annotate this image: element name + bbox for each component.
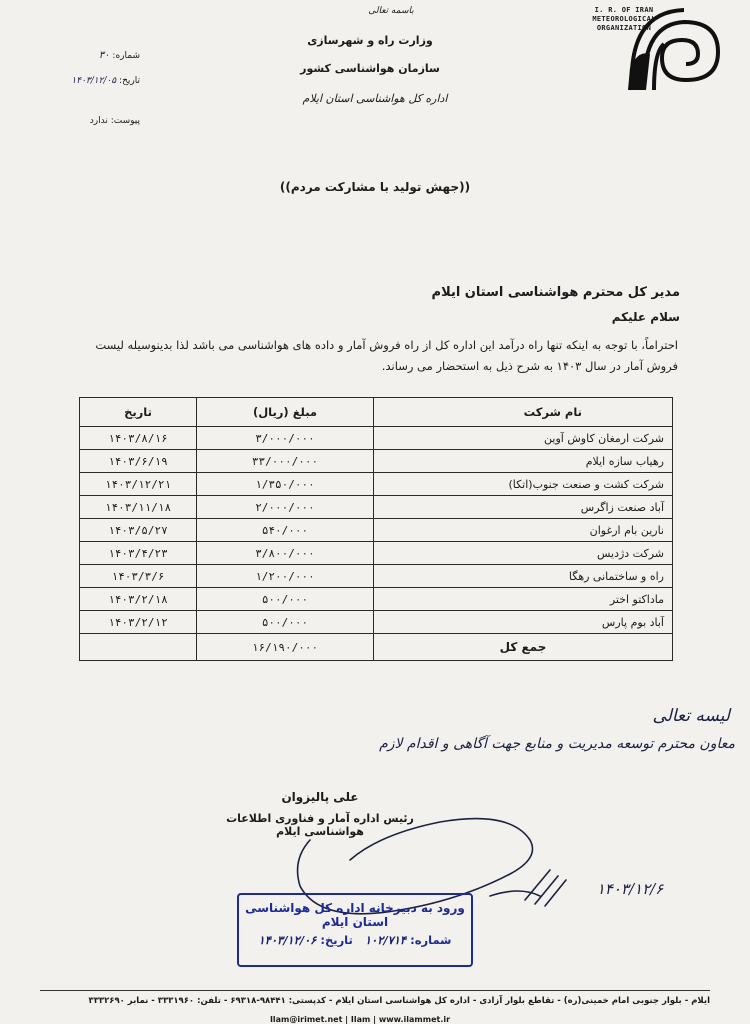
cell-date: ۱۴۰۳/۵/۲۷ <box>80 519 197 542</box>
cell-date: ۱۴۰۳/۱۲/۲۱ <box>80 473 197 496</box>
table-row <box>80 588 673 611</box>
letter-body-line-2: فروش آمار در سال ۱۴۰۳ به شرح ذیل به استحضار می رساند. <box>381 359 678 373</box>
total-date-empty <box>80 634 197 661</box>
cell-company: رهیاب سازه ایلام <box>374 450 673 473</box>
bismillah-text: باسمه تعالی <box>368 6 414 16</box>
table-row <box>80 473 673 496</box>
header-amount: مبلغ (ریال) <box>197 398 374 427</box>
slogan-text: ((جهش تولید با مشارکت مردم)) <box>279 180 471 194</box>
letter-number <box>40 50 140 61</box>
letter-number-value: ۳۰ <box>98 50 110 61</box>
handwritten-note-line-2: معاون محترم توسعه مدیریت و منابع جهت آگاهی و اقدام لازم <box>379 736 735 752</box>
table-row <box>80 565 673 588</box>
cell-date: ۱۴۰۳/۶/۱۹ <box>80 450 197 473</box>
ministry-name: وزارت راه و شهرسازی <box>307 34 433 47</box>
signature-date: ۱۴۰۳/۱۲/۶ <box>596 880 664 898</box>
cell-amount: ۵۰۰/۰۰۰ <box>197 611 374 634</box>
cell-date: ۱۴۰۳/۲/۱۲ <box>80 611 197 634</box>
table-total-row <box>80 634 673 661</box>
recipient-line: مدیر کل محترم هواشناسی استان ایلام <box>431 285 680 300</box>
table-row <box>80 427 673 450</box>
cell-company: شرکت دژدیس <box>374 542 673 565</box>
header-company: نام شرکت <box>374 398 673 427</box>
handwritten-note-line-1: لیسه تعالی <box>652 706 730 726</box>
stamp-number-value: ۱۰۲/۷۱۴ <box>364 933 407 947</box>
stamp-title: ورود به دبیرخانه اداره کل هواشناسی استان ایلام <box>245 901 465 929</box>
cell-company: شرکت ارمغان کاوش آوین <box>374 427 673 450</box>
cell-amount: ۳۳/۰۰۰/۰۰۰ <box>197 450 374 473</box>
cell-date: ۱۴۰۳/۸/۱۶ <box>80 427 197 450</box>
table-row <box>80 519 673 542</box>
letter-date-label: تاریخ: <box>119 76 140 86</box>
cell-amount: ۱/۲۰۰/۰۰۰ <box>197 565 374 588</box>
cell-date: ۱۴۰۳/۱۱/۱۸ <box>80 496 197 519</box>
letter-number-label: شماره: <box>112 51 140 61</box>
stamp-details <box>239 933 471 947</box>
cell-date: ۱۴۰۳/۳/۶ <box>80 565 197 588</box>
cell-amount: ۳/۸۰۰/۰۰۰ <box>197 542 374 565</box>
cell-date: ۱۴۰۳/۲/۱۸ <box>80 588 197 611</box>
cell-company: ماداکتو اختر <box>374 588 673 611</box>
footer-website: Ilam@irimet.net | Ilam | www.ilammet.ir <box>269 1015 451 1024</box>
table-row <box>80 450 673 473</box>
letter-body-line-1: احتراماً، با توجه به اینکه تنها راه درآمد این اداره کل از راه فروش آمار و داده های هواشناسی می باشد لذا بدینوسیله لیست <box>95 338 678 352</box>
letter-body <box>90 335 678 377</box>
letter-date-value: ۱۴۰۳/۱۲/۰۵ <box>71 76 117 86</box>
total-amount: ۱۶/۱۹۰/۰۰۰ <box>197 634 374 661</box>
cell-company: راه و ساختمانی رهگا <box>374 565 673 588</box>
organization-name: سازمان هواشناسی کشور <box>300 62 440 75</box>
table-row <box>80 611 673 634</box>
stamp-date-label: تاریخ: <box>320 933 353 947</box>
signer-title: رئیس اداره آمار و فناوری اطلاعات هواشناسی ایلام <box>226 812 414 838</box>
secretariat-stamp <box>237 893 473 967</box>
department-name: اداره کل هواشناسی استان ایلام <box>302 92 448 105</box>
greeting-line: سلام علیکم <box>611 310 680 324</box>
stamp-date-value: ۱۴۰۳/۱۲/۰۶ <box>258 933 317 947</box>
cell-amount: ۵۰۰/۰۰۰ <box>197 588 374 611</box>
cell-date: ۱۴۰۳/۴/۲۳ <box>80 542 197 565</box>
header-date: تاریخ <box>80 398 197 427</box>
cell-company: نارین بام ارغوان <box>374 519 673 542</box>
table-row <box>80 496 673 519</box>
footer-address: ایلام - بلوار جنوبی امام خمینی(ره) - تقاطع بلوار آزادی - اداره کل هواشناسی استان ایلام - کدپستی: ۹۸۴۴۱-۶۹۳۱۸ - تلفن: ۳۳۳۱۹۶۰ - نمابر ۳۳۳۲۶۹۰ <box>88 996 710 1006</box>
signer-name: علی پالیزوان <box>281 790 359 804</box>
footer-divider <box>40 990 710 991</box>
cell-amount: ۵۴۰/۰۰۰ <box>197 519 374 542</box>
cell-company: شرکت کشت و صنعت جنوب(اتکا) <box>374 473 673 496</box>
letter-date <box>40 76 140 86</box>
cell-company: آباد بوم پارس <box>374 611 673 634</box>
table-row <box>80 542 673 565</box>
stamp-number-label: شماره: <box>410 933 452 947</box>
meteorological-logo-icon <box>624 4 724 94</box>
cell-amount: ۲/۰۰۰/۰۰۰ <box>197 496 374 519</box>
cell-amount: ۳/۰۰۰/۰۰۰ <box>197 427 374 450</box>
sales-table <box>79 397 673 661</box>
table-header-row <box>80 398 673 427</box>
cell-amount: ۱/۳۵۰/۰۰۰ <box>197 473 374 496</box>
total-label: جمع کل <box>374 634 673 661</box>
letter-attachment: پیوست: ندارد <box>89 116 140 126</box>
cell-company: آباد صنعت زاگرس <box>374 496 673 519</box>
org-name-english: I. R. OF IRAN METEOROLOGICAL ORGANIZATION <box>592 6 656 32</box>
